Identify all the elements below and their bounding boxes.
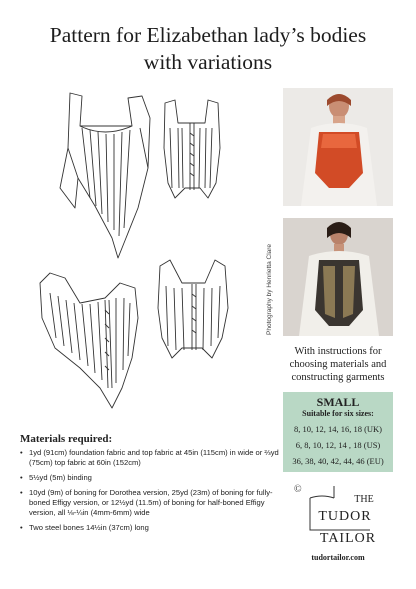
instructions-line-3: constructing garments xyxy=(291,372,385,383)
photo-patterned-bodice xyxy=(283,218,393,336)
title-line-2: with variations xyxy=(143,50,273,74)
photo-red-bodice xyxy=(283,88,393,206)
photo-credit: Photography by Henrietta Clare xyxy=(266,243,273,335)
size-heading: SMALL xyxy=(316,395,360,409)
page-title xyxy=(0,22,416,76)
size-box xyxy=(283,392,393,472)
materials-item-boning: • 10yd (9m) of boning for Dorothea version, 25yd (23m) of boning for fully-boned Effigy version, or 12½yd (11.5m) of boning for half-boned Effigy version, all ⅛-¼in (4mm-6mm) wide xyxy=(20,488,280,518)
photo-patterned-bodice-image xyxy=(283,218,393,336)
copyright-symbol: © xyxy=(294,484,302,495)
size-uk: 8, 10, 12, 14, 16, 18 (UK) xyxy=(293,424,383,434)
instructions-note xyxy=(283,345,393,384)
size-eu: 36, 38, 40, 42, 44, 46 (EU) xyxy=(292,456,384,466)
bodice-front-view xyxy=(60,93,150,258)
size-us: 6, 8, 10, 12, 14 , 18 (US) xyxy=(295,440,381,450)
materials-item-fabric: • 1yd (91cm) foundation fabric and top fabric at 45in (115cm) in wide or ⅔yd (75cm) top fabric at 60in (152cm) xyxy=(20,448,280,468)
materials-item-steel-bones: • Two steel bones 14½in (37cm) long xyxy=(20,523,280,533)
tudor-tailor-logo xyxy=(290,480,390,550)
logo-line-2: TUDOR xyxy=(318,509,372,524)
logo-line-3: TAILOR xyxy=(319,531,377,546)
materials-heading: Materials required: xyxy=(20,433,113,445)
photo-red-bodice-image xyxy=(283,88,393,206)
materials-item-binding: • 5½yd (5m) binding xyxy=(20,473,280,483)
materials-list xyxy=(20,448,280,533)
size-subheading: Suitable for six sizes: xyxy=(302,409,374,418)
materials-section xyxy=(20,434,280,538)
instructions-line-2: choosing materials and xyxy=(289,359,387,370)
bodice-back-view xyxy=(164,100,220,198)
website-link[interactable]: tudortailor.com xyxy=(311,553,365,562)
bodice-front-laced-view xyxy=(40,273,138,408)
instructions-line-1: With instructions for xyxy=(294,346,382,357)
logo-line-1: THE xyxy=(354,494,374,505)
bodice-back-laced-view xyxy=(158,260,228,358)
title-line-1: Pattern for Elizabethan lady’s bodies xyxy=(49,23,367,47)
bodice-illustrations xyxy=(20,88,275,418)
